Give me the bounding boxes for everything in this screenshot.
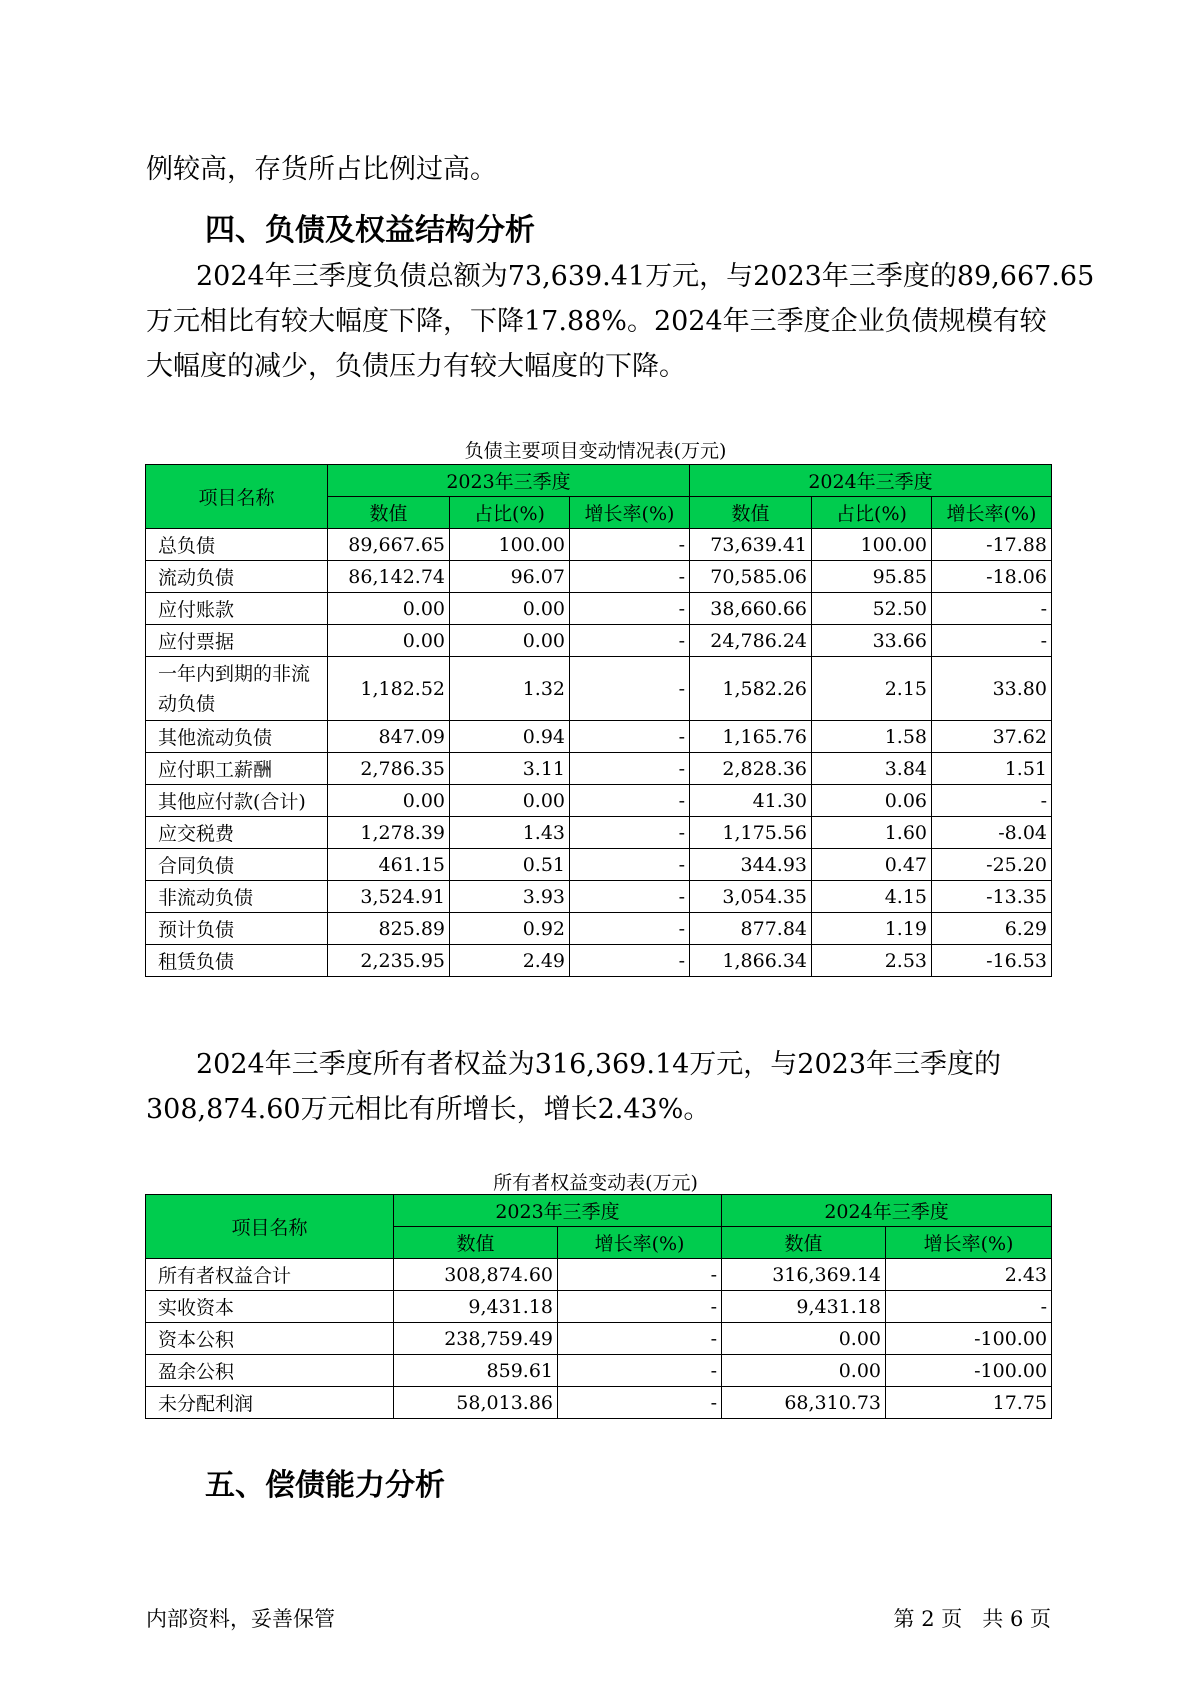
footer-page-number: 第 2 页 共 6 页: [893, 1607, 1051, 1631]
table-row: [146, 721, 1052, 753]
table-row: [146, 1387, 1052, 1419]
row-label: 未分配利润: [146, 1387, 394, 1419]
table1-header-2023: 2023年三季度: [328, 465, 690, 497]
cell-value: 0.51: [450, 849, 570, 881]
table1-sub-header: 增长率(%): [932, 497, 1052, 529]
cell-value: 0.94: [450, 721, 570, 753]
cell-value: 100.00: [450, 529, 570, 561]
cell-value: 96.07: [450, 561, 570, 593]
cell-value: -: [570, 817, 690, 849]
cell-value: 1.60: [812, 817, 932, 849]
cell-value: 95.85: [812, 561, 932, 593]
cell-value: 1,175.56: [690, 817, 812, 849]
cell-value: -: [558, 1259, 722, 1291]
cell-value: -: [558, 1355, 722, 1387]
table1-sub-header: 增长率(%): [570, 497, 690, 529]
row-label: 应付票据: [146, 625, 328, 657]
table2-header-item: 项目名称: [146, 1195, 394, 1259]
cell-value: -18.06: [932, 561, 1052, 593]
paragraph-equity-line2: 308,874.60万元相比有所增长，增长2.43%。: [146, 1094, 711, 1125]
cell-value: 3,054.35: [690, 881, 812, 913]
section-heading-4: 四、负债及权益结构分析: [205, 213, 535, 248]
table2-header-2023: 2023年三季度: [394, 1195, 722, 1227]
cell-value: -: [570, 657, 690, 721]
equity-table: [145, 1194, 1052, 1419]
cell-value: 86,142.74: [328, 561, 450, 593]
row-label: 合同负债: [146, 849, 328, 881]
table-row: [146, 817, 1052, 849]
cell-value: 2.53: [812, 945, 932, 977]
paragraph-equity-line1: 2024年三季度所有者权益为316,369.14万元，与2023年三季度的: [196, 1049, 1002, 1080]
table1-caption: 负债主要项目变动情况表(万元): [464, 440, 727, 462]
cell-value: 0.00: [450, 785, 570, 817]
cell-value: -13.35: [932, 881, 1052, 913]
cell-value: 0.92: [450, 913, 570, 945]
table2-caption: 所有者权益变动表(万元): [493, 1172, 698, 1194]
cell-value: -16.53: [932, 945, 1052, 977]
cell-value: -: [558, 1291, 722, 1323]
table1-sub-header: 数值: [328, 497, 450, 529]
cell-value: -: [570, 753, 690, 785]
row-label: 流动负债: [146, 561, 328, 593]
cell-value: 17.75: [886, 1387, 1052, 1419]
table-row: [146, 785, 1052, 817]
table-row: [146, 753, 1052, 785]
table-row: [146, 1355, 1052, 1387]
cell-value: 0.00: [722, 1355, 886, 1387]
table-row: [146, 913, 1052, 945]
table2-sub-header: 增长率(%): [886, 1227, 1052, 1259]
cell-value: 2,828.36: [690, 753, 812, 785]
cell-value: 1.58: [812, 721, 932, 753]
cell-value: 0.00: [722, 1323, 886, 1355]
cell-value: -25.20: [932, 849, 1052, 881]
cell-value: 2.49: [450, 945, 570, 977]
cell-value: 2.43: [886, 1259, 1052, 1291]
paragraph-liability-line3: 大幅度的减少，负债压力有较大幅度的下降。: [146, 351, 686, 382]
cell-value: -: [570, 945, 690, 977]
cell-value: -: [932, 785, 1052, 817]
cell-value: -: [932, 593, 1052, 625]
cell-value: 0.00: [328, 785, 450, 817]
cell-value: -: [570, 593, 690, 625]
cell-value: 461.15: [328, 849, 450, 881]
cell-value: 3.84: [812, 753, 932, 785]
cell-value: -100.00: [886, 1323, 1052, 1355]
liability-table: [145, 464, 1052, 977]
cell-value: 308,874.60: [394, 1259, 558, 1291]
cell-value: -: [570, 625, 690, 657]
cell-value: 9,431.18: [722, 1291, 886, 1323]
footer-confidential: 内部资料，妥善保管: [146, 1607, 335, 1631]
cell-value: 100.00: [812, 529, 932, 561]
cell-value: 859.61: [394, 1355, 558, 1387]
row-label: 预计负债: [146, 913, 328, 945]
cell-value: 3.93: [450, 881, 570, 913]
paragraph-liability-line1: 2024年三季度负债总额为73,639.41万元，与2023年三季度的89,667.65: [196, 261, 1095, 292]
cell-value: 1.19: [812, 913, 932, 945]
table-row: [146, 561, 1052, 593]
cell-value: -: [570, 561, 690, 593]
row-label: 资本公积: [146, 1323, 394, 1355]
cell-value: 2.15: [812, 657, 932, 721]
cell-value: 0.47: [812, 849, 932, 881]
cell-value: 825.89: [328, 913, 450, 945]
cell-value: -: [570, 881, 690, 913]
table-row: [146, 849, 1052, 881]
cell-value: -: [558, 1323, 722, 1355]
cell-value: 6.29: [932, 913, 1052, 945]
row-label: 其他应付款(合计): [146, 785, 328, 817]
row-label: 其他流动负债: [146, 721, 328, 753]
cell-value: 41.30: [690, 785, 812, 817]
cell-value: 316,369.14: [722, 1259, 886, 1291]
table1-header-2024: 2024年三季度: [690, 465, 1052, 497]
table1-sub-header: 占比(%): [812, 497, 932, 529]
cell-value: 9,431.18: [394, 1291, 558, 1323]
cell-value: 33.80: [932, 657, 1052, 721]
table-row: [146, 657, 1052, 721]
cell-value: 344.93: [690, 849, 812, 881]
cell-value: 1,278.39: [328, 817, 450, 849]
table-row: [146, 1259, 1052, 1291]
cell-value: -8.04: [932, 817, 1052, 849]
table2-sub-header: 增长率(%): [558, 1227, 722, 1259]
cell-value: 70,585.06: [690, 561, 812, 593]
cell-value: 1.51: [932, 753, 1052, 785]
cell-value: -: [570, 785, 690, 817]
row-label: 总负债: [146, 529, 328, 561]
cell-value: 24,786.24: [690, 625, 812, 657]
cell-value: -: [558, 1387, 722, 1419]
cell-value: 0.00: [328, 625, 450, 657]
cell-value: 89,667.65: [328, 529, 450, 561]
cell-value: 238,759.49: [394, 1323, 558, 1355]
cell-value: -100.00: [886, 1355, 1052, 1387]
table-row: [146, 625, 1052, 657]
cell-value: 0.00: [328, 593, 450, 625]
row-label: 一年内到期的非流动负债: [146, 657, 328, 721]
row-label: 所有者权益合计: [146, 1259, 394, 1291]
row-label: 应付职工薪酬: [146, 753, 328, 785]
cell-value: 3.11: [450, 753, 570, 785]
cell-value: -17.88: [932, 529, 1052, 561]
cell-value: 73,639.41: [690, 529, 812, 561]
paragraph-liability-line2: 万元相比有较大幅度下降，下降17.88%。2024年三季度企业负债规模有较: [146, 306, 1047, 337]
table-row: [146, 1291, 1052, 1323]
cell-value: 1,182.52: [328, 657, 450, 721]
row-label: 盈余公积: [146, 1355, 394, 1387]
cell-value: 0.06: [812, 785, 932, 817]
cell-value: 52.50: [812, 593, 932, 625]
table1-sub-header: 占比(%): [450, 497, 570, 529]
cell-value: -: [932, 625, 1052, 657]
cell-value: -: [570, 849, 690, 881]
cell-value: -: [886, 1291, 1052, 1323]
row-label: 应交税费: [146, 817, 328, 849]
cell-value: -: [570, 529, 690, 561]
table-row: [146, 529, 1052, 561]
cell-value: 1,582.26: [690, 657, 812, 721]
cell-value: 33.66: [812, 625, 932, 657]
cell-value: -: [570, 913, 690, 945]
row-label: 租赁负债: [146, 945, 328, 977]
table2-sub-header: 数值: [722, 1227, 886, 1259]
row-label: 非流动负债: [146, 881, 328, 913]
cell-value: 3,524.91: [328, 881, 450, 913]
table2-header-2024: 2024年三季度: [722, 1195, 1052, 1227]
cell-value: 68,310.73: [722, 1387, 886, 1419]
cell-value: 38,660.66: [690, 593, 812, 625]
row-label: 应付账款: [146, 593, 328, 625]
cell-value: 1,866.34: [690, 945, 812, 977]
cell-value: 877.84: [690, 913, 812, 945]
table1-sub-header: 数值: [690, 497, 812, 529]
table-row: [146, 1323, 1052, 1355]
cell-value: 37.62: [932, 721, 1052, 753]
cell-value: 0.00: [450, 625, 570, 657]
cell-value: 847.09: [328, 721, 450, 753]
table2-sub-header: 数值: [394, 1227, 558, 1259]
cell-value: 1,165.76: [690, 721, 812, 753]
cell-value: 58,013.86: [394, 1387, 558, 1419]
table-row: [146, 881, 1052, 913]
paragraph-continuation: 例较高，存货所占比例过高。: [146, 154, 497, 185]
cell-value: 4.15: [812, 881, 932, 913]
table1-header-item: 项目名称: [146, 465, 328, 529]
row-label: 实收资本: [146, 1291, 394, 1323]
cell-value: 0.00: [450, 593, 570, 625]
cell-value: 1.43: [450, 817, 570, 849]
cell-value: 2,235.95: [328, 945, 450, 977]
cell-value: -: [570, 721, 690, 753]
cell-value: 2,786.35: [328, 753, 450, 785]
table-row: [146, 593, 1052, 625]
section-heading-5: 五、偿债能力分析: [205, 1468, 445, 1503]
table-row: [146, 945, 1052, 977]
cell-value: 1.32: [450, 657, 570, 721]
